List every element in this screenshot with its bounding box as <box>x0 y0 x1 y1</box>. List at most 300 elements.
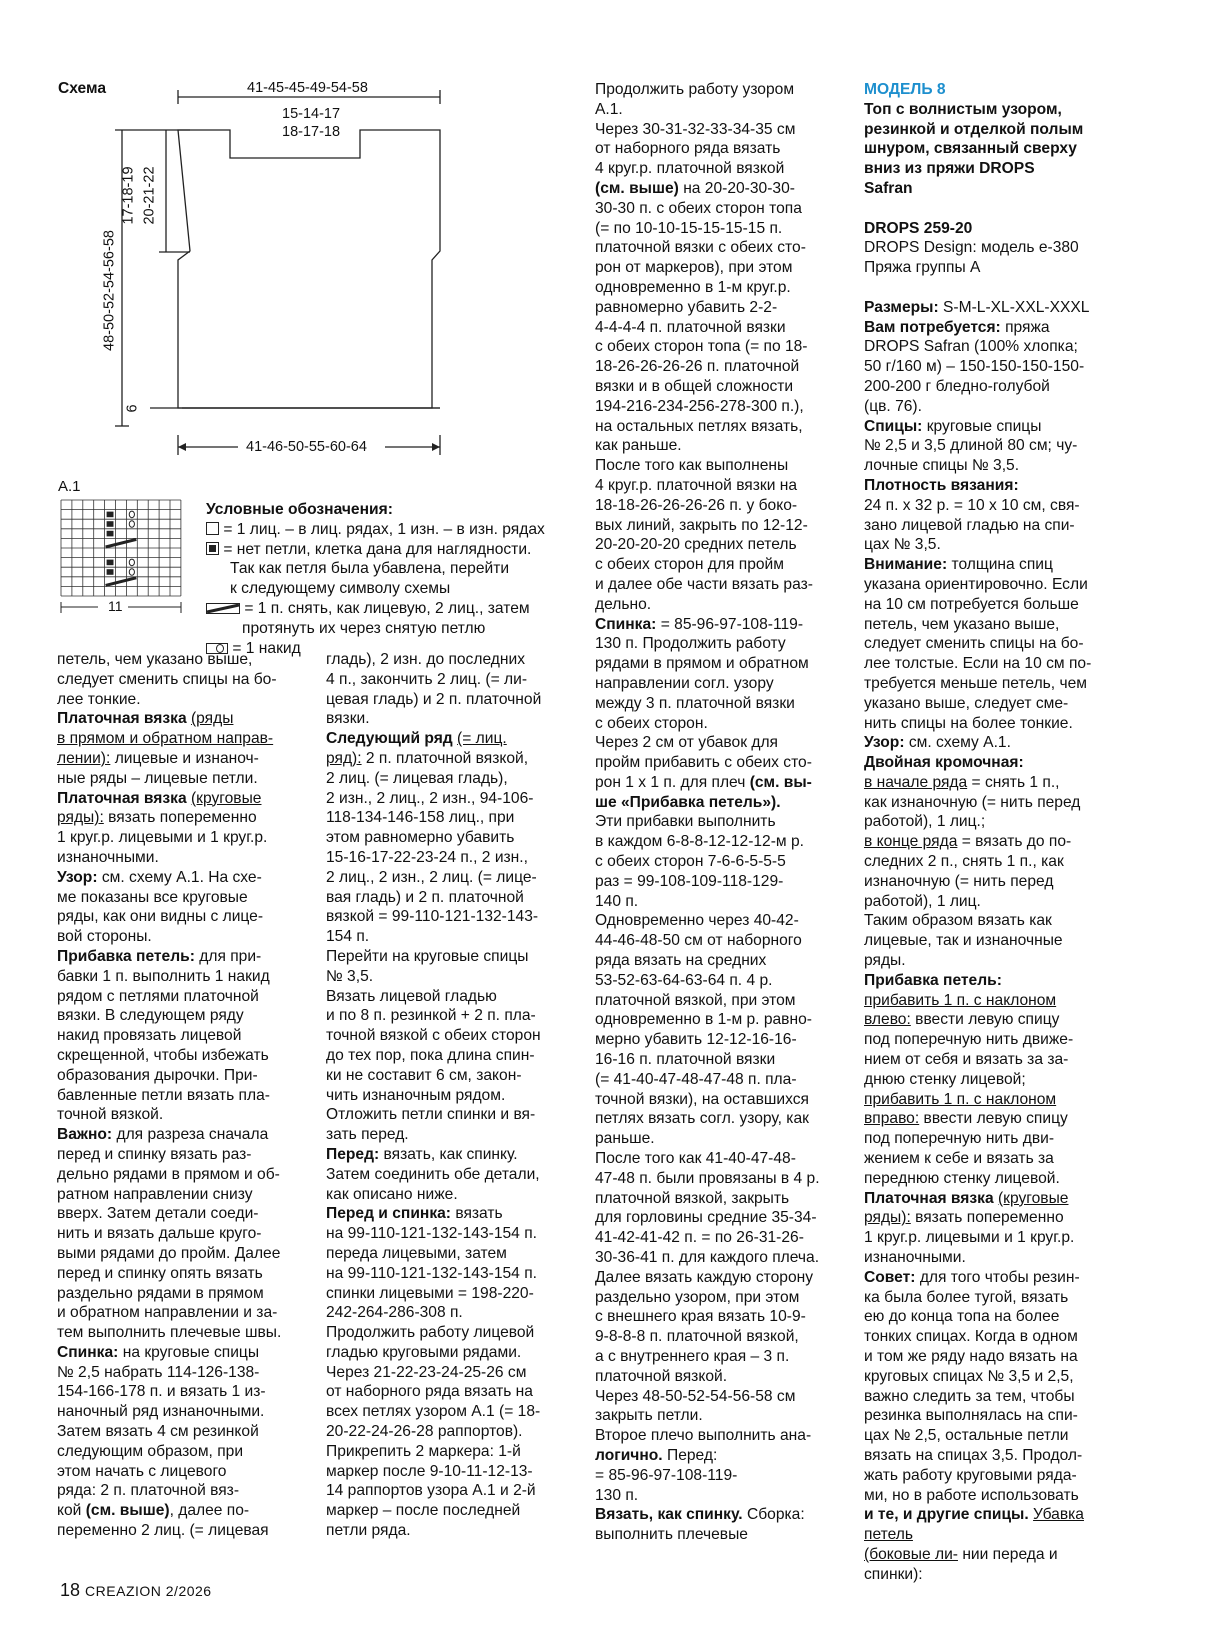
text-line: рон от маркеров), при этом <box>595 259 793 277</box>
text-line: 44-46-48-50 см от наборного <box>595 932 802 950</box>
text-line: 130 п. <box>595 1486 639 1504</box>
legend-title: Условные обозначения: <box>206 501 393 518</box>
column-2 <box>326 650 576 1541</box>
text-line: ме показаны все круговые <box>57 888 248 906</box>
text-line: 2 п. платочной вязкой, <box>365 749 529 767</box>
model-title: Safran <box>864 179 913 197</box>
text-line: Через 30-31-32-33-34-35 см <box>595 120 796 138</box>
text-line: перед и спинку опять вязать <box>57 1264 263 1282</box>
text-line: изнаночными. <box>57 848 159 866</box>
model-title: вниз из пряжи DROPS <box>864 160 1035 178</box>
text-line: = снять 1 п., <box>971 773 1060 791</box>
text-line: на 20-20-30-30- <box>683 179 795 197</box>
text-line: Затем соединить обе детали, <box>326 1165 540 1183</box>
text-line: как раньше. <box>595 437 682 455</box>
text-line: 9-8-8-8 п. платочной вязкой, <box>595 1328 799 1346</box>
text-line: цевая гладь) и 2 п. платочной <box>326 690 542 708</box>
text-line: наночный ряд изнаночными. <box>57 1403 265 1421</box>
text-line: S-M-L-XL-XXL-XXXL <box>943 298 1090 316</box>
text-line: изнаночными. <box>864 1249 966 1267</box>
text-line: вязать на спицах 3,5. Продол- <box>864 1446 1083 1464</box>
text-line: 20-22-24-26-28 раппортов). <box>326 1423 523 1441</box>
text-line: петель, чем указано выше, <box>864 615 1060 633</box>
text-line: на 99-110-121-132-143-154 п. <box>326 1225 537 1243</box>
section-heading: Узор: <box>57 868 98 886</box>
text-line: (= 41-40-47-48-47-48 п. пла- <box>595 1070 797 1088</box>
text-line: днюю стенку лицевой; <box>864 1070 1026 1088</box>
section-note: прибавить 1 п. с наклоном <box>864 991 1057 1009</box>
legend-item-line: к следующему символу схемы <box>230 580 451 598</box>
chart-label: A.1 <box>58 478 81 495</box>
text-line: см. схему А.1. <box>908 734 1011 752</box>
section-heading: Плотность вязания: <box>864 476 1019 494</box>
dim-neck-top: 15-14-17 <box>282 106 341 122</box>
text-line: дельно рядами в прямом и об- <box>57 1165 280 1183</box>
text-line: 4 круг.р. платочной вязки на <box>595 476 798 494</box>
text-line: раздельно рядами в прямом <box>57 1284 264 1302</box>
yarn-over-cell <box>129 521 134 528</box>
text-line: резинка выполнялась на спи- <box>864 1407 1078 1425</box>
section-note: (= лиц. <box>457 730 507 748</box>
text-line: ратном направлении снизу <box>57 1185 253 1203</box>
text-line: 18-26-26-26-26 п. платочной <box>595 358 800 376</box>
reference: ше «Прибавка петель»). <box>595 793 781 811</box>
text-line: Затем вязать 4 см резинкой <box>57 1423 259 1441</box>
text-line: лицевые, так и изнаночные <box>864 932 1063 950</box>
text-line: с внешнего края вязать 10-9- <box>595 1308 806 1326</box>
text-line: одновременно в 1-м р. равно- <box>595 1011 812 1029</box>
magazine-name: CREAZION 2/2026 <box>85 1583 212 1599</box>
text-line: образования дырочки. При- <box>57 1066 258 1084</box>
text-line: Прикрепить 2 маркера: 1-й <box>326 1442 521 1460</box>
decrease-cell <box>106 578 137 586</box>
text-line: петель, чем указано выше, <box>57 651 253 668</box>
text-line: вязки и в общей сложности <box>595 377 794 395</box>
section-heading: Перед и спинка: <box>326 1205 451 1223</box>
text-line: 41-42-41-42 п. = по 26-31-26- <box>595 1229 804 1247</box>
text-line: вязать попеременно <box>108 809 257 827</box>
reference: (см. выше) <box>595 179 679 197</box>
reference: (см. вы- <box>749 773 812 791</box>
text-line: 140 п. <box>595 892 639 910</box>
section-note: вправо: <box>864 1110 920 1128</box>
text-line: № 3,5. <box>326 967 374 985</box>
section-note: лении): <box>57 749 111 767</box>
column-3 <box>595 80 845 1545</box>
text-line: зано лицевой гладью на спи- <box>864 516 1075 534</box>
text-line: вязкой = 99-110-121-132-143- <box>326 908 539 926</box>
text-line: нить спицы на более тонкие. <box>864 714 1073 732</box>
text-line: с обеих сторон 7-6-6-5-5-5 <box>595 853 786 871</box>
text-line: круговые спицы <box>926 417 1042 435</box>
section-heading: Вязать, как спинку. <box>595 1506 743 1524</box>
text-line: DROPS Safran (100% хлопка; <box>864 338 1078 356</box>
text-line: 194-216-234-256-278-300 п.), <box>595 397 804 415</box>
yarn-over-cell <box>129 559 134 566</box>
text-line: всех петлях узором А.1 (= 18- <box>326 1403 541 1421</box>
section-heading: Важно: <box>57 1126 113 1144</box>
text-line: дельно. <box>595 595 652 613</box>
decrease-cell <box>106 539 137 547</box>
text-line: раньше. <box>595 1130 655 1148</box>
text-line: пряжа <box>1005 318 1050 336</box>
text-line: Продолжить работу лицевой <box>326 1324 535 1342</box>
text-line: вязки. В следующем ряду <box>57 1007 244 1025</box>
reference: (см. выше) <box>85 1502 170 1520</box>
text-line: пройм прибавить с обеих сто- <box>595 754 812 772</box>
section-note: в начале ряда <box>864 773 968 791</box>
text-line: Таким образом вязать как <box>864 912 1052 930</box>
text-line: 4 п., закончить 2 лиц. (= ли- <box>326 670 528 688</box>
section-heading: Прибавка петель: <box>57 947 195 965</box>
text-line: лочные спицы № 3,5. <box>864 457 1020 475</box>
text-line: гладь), 2 изн. до последних <box>326 651 526 668</box>
section-heading: Размеры: <box>864 298 939 316</box>
text-line: для при- <box>199 947 262 965</box>
text-line: зать перед. <box>326 1126 409 1144</box>
text-line: на 10 см потребуется больше <box>864 595 1079 613</box>
text-line: ные ряды – лицевые петли. <box>57 769 258 787</box>
text-line: рядом с петлями платочной <box>57 987 259 1005</box>
text-line: выми рядами до пройм. Далее <box>57 1244 281 1262</box>
knit-symbol-icon <box>206 522 219 535</box>
text-line: с обеих сторон. <box>595 714 708 732</box>
pattern-code: DROPS 259-20 <box>864 219 973 237</box>
text-line: следующим образом, при <box>57 1442 244 1460</box>
text-line: 4-4-4-4 п. платочной вязки <box>595 318 786 336</box>
text-line: DROPS Design: модель e-380 <box>864 239 1079 257</box>
text-line: до тех пор, пока длина спин- <box>326 1046 535 1064</box>
section-note: прибавить 1 п. с наклоном <box>864 1090 1057 1108</box>
schema-title: Схема <box>58 80 107 97</box>
section-heading: Прибавка петель: <box>864 971 1002 989</box>
text-line: следует сменить спицы на бо- <box>864 635 1084 653</box>
text-line: работой), 1 лиц.; <box>864 813 986 831</box>
page-footer <box>60 1580 212 1601</box>
section-heading: Следующий ряд <box>326 730 453 748</box>
text-line: А.1. <box>595 100 623 118</box>
text-line: важно следить за тем, чтобы <box>864 1387 1075 1405</box>
text-line: 16-16 п. платочной вязки <box>595 1051 776 1069</box>
text-line: бавки 1 п. выполнить 1 накид <box>57 967 270 985</box>
text-line: спинки лицевыми = 198-220- <box>326 1284 534 1302</box>
text-line: платочной вязкой. <box>595 1367 728 1385</box>
dim-armhole-a: 17-18-19 <box>120 166 137 225</box>
text-line: чить изнаночным рядом. <box>326 1086 506 1104</box>
text-line: 18-18-26-26-26-26 п. у боко- <box>595 496 798 514</box>
chart-stitch-count: 11 <box>108 598 123 614</box>
text-line: Пряжа группы А <box>864 259 981 277</box>
text-line: платочной вязкой, закрыть <box>595 1189 790 1207</box>
section-heading: Узор: <box>864 734 905 752</box>
text-line: этом начать с лицевого <box>57 1462 227 1480</box>
text-line: толщина спиц <box>951 556 1053 574</box>
text-line: в каждом 6-8-8-12-12-12-м р. <box>595 833 804 851</box>
text-line: для разреза сначала <box>116 1126 269 1144</box>
legend-item-decrease: = 1 п. снять, как лицевую, 2 лиц., затем <box>206 599 545 619</box>
text-line: переменно 2 лиц. (= лицевая <box>57 1522 269 1540</box>
text-line: Вязать лицевой гладью <box>326 987 497 1005</box>
text-line: 24 п. х 32 р. = 10 х 10 см, свя- <box>864 496 1080 514</box>
text-line: Эти прибавки выполнить <box>595 813 776 831</box>
text-line: под поперечную нить движе- <box>864 1031 1074 1049</box>
text-line: 154-166-178 п. и вязать 1 из- <box>57 1383 266 1401</box>
text-line: и обратном направлении и за- <box>57 1304 278 1322</box>
text-line: лее толстые. Если на 10 см по- <box>864 655 1092 673</box>
text-line: 2 лиц., 2 изн., 2 лиц. (= лице- <box>326 868 537 886</box>
text-line: ки не составит 6 см, закон- <box>326 1066 522 1084</box>
text-line: см. схему А.1. На схе- <box>101 868 262 886</box>
text-line: жать работу круговыми ряда- <box>864 1466 1077 1484</box>
text-line: вязать попеременно <box>915 1209 1064 1227</box>
yarn-over-cell <box>129 511 134 518</box>
text-line: рядами в прямом и обратном <box>595 655 809 673</box>
section-note: влево: <box>864 1011 911 1029</box>
text-line: лицевые и изнаноч- <box>114 749 259 767</box>
dim-top-width: 41-45-45-49-54-58 <box>247 80 368 96</box>
section-note: Убавка петель <box>864 1506 1084 1544</box>
text-line: 15-16-17-22-23-24 п., 2 изн., <box>326 848 528 866</box>
text-line: 30-36-41 п. для каждого плеча. <box>595 1249 820 1267</box>
text-line: гладью круговыми рядами. <box>326 1343 522 1361</box>
text-line: на остальных петлях вязать, <box>595 417 803 435</box>
text-line: вверх. Затем детали соеди- <box>57 1205 259 1223</box>
text-line: Второе плечо выполнить ана- <box>595 1427 812 1445</box>
dim-total-height: 48-50-52-54-56-58 <box>101 230 118 351</box>
text-line: 47-48 п. были провязаны в 4 р. <box>595 1169 820 1187</box>
text-line: После того как выполнены <box>595 457 789 475</box>
text-line: и том же ряду надо вязать на <box>864 1348 1078 1365</box>
text-line: выполнить плечевые <box>595 1526 748 1544</box>
text-line: ка была более тугой, вязать <box>864 1288 1069 1306</box>
column-1 <box>57 650 307 1541</box>
text-line: для горловины средние 35-34- <box>595 1209 817 1227</box>
section-heading: Платочная вязка <box>57 710 187 728</box>
text-line: ввести левую спицу <box>923 1110 1068 1128</box>
text-line: точной вязкой с обеих сторон <box>326 1027 541 1045</box>
text-line: указано выше, следует сме- <box>864 694 1069 712</box>
dim-bottom-width: 41-46-50-55-60-64 <box>246 439 367 455</box>
section-note: ряд): <box>326 749 362 767</box>
section-heading: Спинка: <box>595 615 657 633</box>
text-line: (цв. 76). <box>864 397 922 415</box>
section-heading: Платочная вязка <box>864 1189 994 1207</box>
text-line: 118-134-146-158 лиц., при <box>326 809 515 827</box>
text-line: и далее обе части вязать раз- <box>595 575 813 593</box>
text-line: изнаночную (= нить перед <box>864 872 1054 890</box>
text-line: и по 8 п. резинкой + 2 п. пла- <box>326 1007 536 1025</box>
section-note: в конце ряда <box>864 833 958 851</box>
text-line: (= по 10-10-15-15-15-15 п. <box>595 219 783 237</box>
dim-armhole-b: 20-21-22 <box>141 166 158 225</box>
text-line: = вязать до по- <box>961 833 1072 851</box>
legend <box>206 500 545 658</box>
text-line: Сборка: <box>746 1506 805 1524</box>
text-line: Через 48-50-52-54-56-58 см <box>595 1387 796 1405</box>
section-heading: и те, и другие спицы. <box>864 1506 1029 1524</box>
section-heading: Совет: <box>864 1268 916 1286</box>
text-line: 154 п. <box>326 928 370 946</box>
text-line: 1 круг.р. лицевыми и 1 круг.р. <box>57 829 268 847</box>
text-line: вая гладь) и 2 п. платочной <box>326 888 524 906</box>
text-line: раз = 99-108-109-118-129- <box>595 872 784 890</box>
text-line: работой), 1 лиц. <box>864 892 981 910</box>
column-4 <box>864 80 1114 1585</box>
section-heading: Перед: <box>326 1145 380 1163</box>
text-line: 30-30 п. с обеих сторон топа <box>595 199 802 217</box>
text-line: нии переда и спинки): <box>864 1545 1058 1583</box>
dim-neck-bottom: 18-17-18 <box>282 124 341 140</box>
text-line: следних 2 п., снять 1 п., как <box>864 853 1064 871</box>
legend-item-knit: = 1 лиц. – в лиц. рядах, 1 изн. – в изн. рядах <box>206 520 545 540</box>
section-note: (круговые <box>190 789 262 807</box>
text-line: требуется меньше петель, чем <box>864 674 1087 692</box>
text-line: с обеих сторон топа (= по 18- <box>595 338 808 356</box>
no-stitch-symbol-icon <box>206 542 219 555</box>
section-note: ряды): <box>864 1209 911 1227</box>
dim-rib-height: 6 <box>124 404 141 413</box>
text-line: 242-264-286-308 п. <box>326 1304 463 1322</box>
text-line: бавленные петли вязать пла- <box>57 1086 270 1104</box>
legend-item-line: протянуть их через снятую петлю <box>242 619 486 637</box>
text-line: направлении согл. узору <box>595 674 774 692</box>
no-stitch-cell <box>107 560 114 566</box>
section-note: (круговые <box>997 1189 1069 1207</box>
text-line: петлях вязать согл. узору, как <box>595 1110 809 1128</box>
text-line: После того как 41-40-47-48- <box>595 1150 796 1168</box>
text-line: тем выполнить плечевые швы. <box>57 1324 282 1342</box>
section-note: (ряды <box>190 710 234 728</box>
yarn-over-cell <box>129 569 134 576</box>
text-line: 53-52-63-64-63-64 п. 4 р. <box>595 971 773 989</box>
text-line: жением к себе и вязать за <box>864 1150 1054 1168</box>
text-line: рон 1 х 1 п. для плеч <box>595 773 746 791</box>
text-line: нием от себя и вязать за за- <box>864 1051 1069 1069</box>
text-line: переда лицевыми, затем <box>326 1244 507 1262</box>
text-line: маркер после 9-10-11-12-13- <box>326 1462 533 1480</box>
text-line: ряды. <box>864 952 906 970</box>
text-line: кой <box>57 1502 82 1520</box>
section-note: (боковые ли- <box>864 1545 958 1563</box>
text-line: 200-200 г бледно-голубой <box>864 377 1050 395</box>
text-line: вых линий, закрыть по 12-12- <box>595 516 808 534</box>
text-line: Через 21-22-23-24-25-26 см <box>326 1363 527 1381</box>
section-heading: Спинка: <box>57 1343 119 1361</box>
text-line: Перед: <box>666 1446 718 1464</box>
text-line: перед и спинку вязать раз- <box>57 1145 252 1163</box>
chart-a1-grid <box>58 494 198 619</box>
text-line: Через 2 см от убавок для <box>595 734 779 752</box>
text-line: равномерно убавить 2-2- <box>595 298 778 316</box>
text-line: ряда: 2 п. платочной вяз- <box>57 1482 240 1500</box>
text-line: № 2,5 набрать 114-126-138- <box>57 1363 260 1381</box>
no-stitch-cell <box>107 521 114 527</box>
text-line: следует сменить спицы на бо- <box>57 670 277 688</box>
text-line: точной вязки), на оставшихся <box>595 1090 809 1108</box>
text-line: № 2,5 и 3,5 длиной 80 см; чу- <box>864 437 1078 455</box>
text-line: мерно убавить 12-12-16-16- <box>595 1031 797 1049</box>
section-note: в прямом и обратном направ- <box>57 730 274 748</box>
text-line: с обеих сторон для пройм <box>595 556 784 574</box>
section-heading: логично. <box>595 1446 663 1464</box>
no-stitch-cell <box>107 569 114 575</box>
section-heading: Двойная кромочная: <box>864 754 1024 772</box>
text-line: переднюю стенку лицевой. <box>864 1169 1060 1187</box>
text-line: как изнаночную (= нить перед <box>864 793 1081 811</box>
text-line: = 85-96-97-108-119- <box>595 1466 738 1484</box>
text-line: = 85-96-97-108-119- <box>660 615 804 633</box>
legend-item-nostitch: = нет петли, клетка дана для наглядности. <box>206 540 545 560</box>
section-heading: Спицы: <box>864 417 923 435</box>
text-line: вязать <box>455 1205 503 1223</box>
text-line: от наборного ряда вязать на <box>326 1383 533 1401</box>
model-title: Топ с волнистым узором, <box>864 100 1062 118</box>
text-line: Отложить петли спинки и вя- <box>326 1106 536 1124</box>
text-line: Далее вязать каждую сторону <box>595 1268 814 1286</box>
text-line: одновременно в 1-м круг.р. <box>595 278 791 296</box>
section-heading: Внимание: <box>864 556 948 574</box>
text-line: круговых спицах № 3,5 и 2,5, <box>864 1367 1074 1385</box>
section-heading: Платочная вязка <box>57 789 187 807</box>
text-line: раздельно узором, при этом <box>595 1288 800 1306</box>
text-line: Продолжить работу узором <box>595 81 795 98</box>
no-stitch-cell <box>107 512 114 518</box>
text-line: между 3 п. платочной вязки <box>595 694 795 712</box>
text-line: ряды, как они видны с лице- <box>57 908 264 926</box>
model-number: МОДЕЛЬ 8 <box>864 81 946 98</box>
text-line: 20-20-20-20 средних петель <box>595 536 797 554</box>
text-line: петли ряда. <box>326 1522 411 1540</box>
section-heading: Вам потребуется: <box>864 318 1001 336</box>
model-title: шнуром, связанный сверху <box>864 140 1077 158</box>
text-line: ею до конца топа на более <box>864 1308 1060 1326</box>
text-line: 14 раппортов узора А.1 и 2-й <box>326 1482 536 1500</box>
no-stitch-cell <box>107 531 114 537</box>
text-line: 1 круг.р. лицевыми и 1 круг.р. <box>864 1229 1075 1247</box>
text-line: накид провязать лицевой <box>57 1027 242 1045</box>
text-line: 2 лиц. (= лицевая гладь), <box>326 769 508 787</box>
text-line: , далее по- <box>169 1502 250 1520</box>
text-line: Перейти на круговые спицы <box>326 947 529 965</box>
text-line: нить и вязать дальше круго- <box>57 1225 262 1243</box>
text-line: вой стороны. <box>57 928 152 946</box>
text-line: вязки. <box>326 710 370 728</box>
text-line: ввести левую спицу <box>915 1011 1060 1029</box>
text-line: точной вязкой. <box>57 1106 164 1124</box>
text-line: под поперечную нить дви- <box>864 1130 1055 1148</box>
text-line: от наборного ряда вязать <box>595 140 781 158</box>
text-line: платочной вязки с обеих сто- <box>595 239 806 257</box>
text-line: лее тонкие. <box>57 690 141 708</box>
text-line: этом равномерно убавить <box>326 829 515 847</box>
text-line: маркер – после последней <box>326 1502 521 1520</box>
legend-item-line: Так как петля была убавлена, перейти <box>230 560 510 578</box>
text-line: ряда вязать на средних <box>595 952 767 970</box>
page-number: 18 <box>60 1580 81 1600</box>
text-line: цах № 3,5. <box>864 536 941 554</box>
garment-outline <box>178 130 440 408</box>
text-line: тонких спицах. Когда в одном <box>864 1328 1078 1346</box>
text-line: 130 п. Продолжить работу <box>595 635 786 653</box>
text-line: на 99-110-121-132-143-154 п. <box>326 1264 537 1282</box>
text-line: а с внутреннего края – 3 п. <box>595 1348 790 1365</box>
text-line: платочной вязкой, при этом <box>595 991 796 1009</box>
text-line: 4 круг.р. платочной вязкой <box>595 160 785 178</box>
text-line: цах № 2,5, остальные петли <box>864 1427 1069 1445</box>
schema-diagram <box>0 0 560 470</box>
section-note: ряды): <box>57 809 104 827</box>
model-title: резинкой и отделкой полым <box>864 120 1084 138</box>
